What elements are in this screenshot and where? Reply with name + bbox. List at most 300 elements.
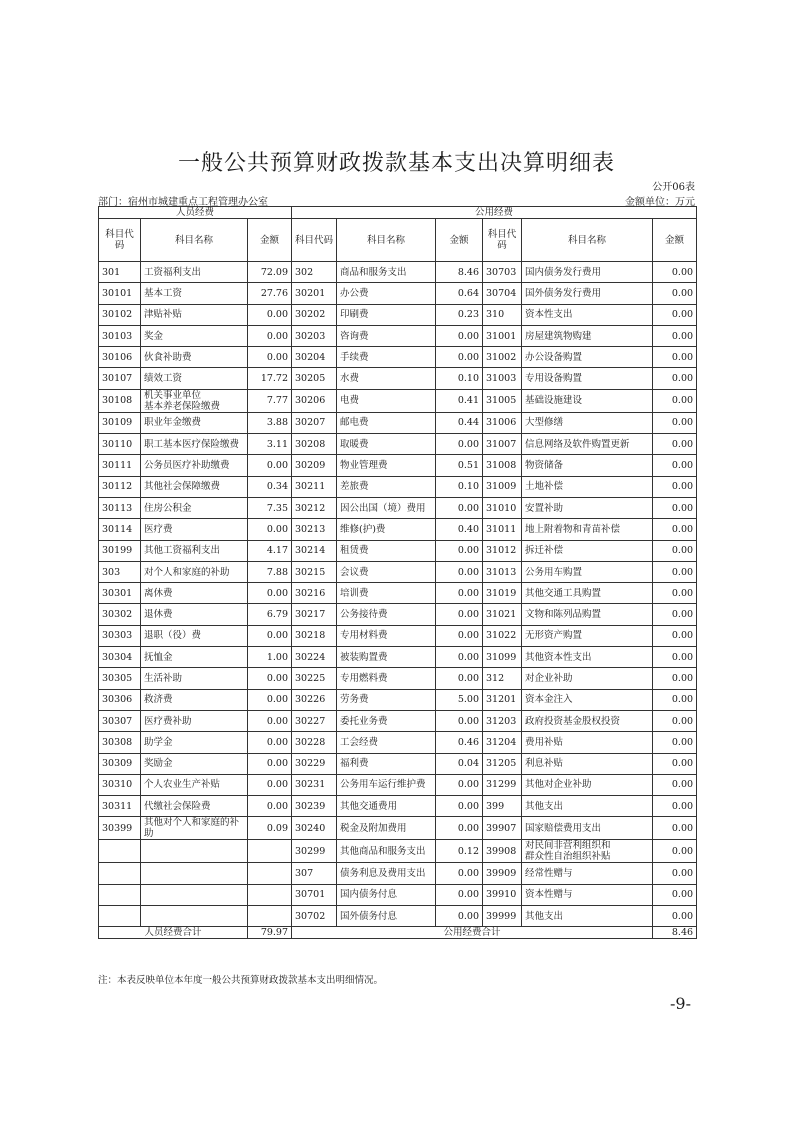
table-cell: 职工基本医疗保险缴费 [141, 434, 248, 455]
table-cell: 301 [99, 262, 141, 283]
table-cell: 0.00 [653, 583, 697, 604]
table-cell: 30113 [99, 497, 141, 518]
table-cell: 0.00 [436, 434, 483, 455]
table-cell: 30306 [99, 689, 141, 710]
table-cell: 0.40 [436, 519, 483, 540]
table-cell: 31012 [483, 540, 522, 561]
table-cell: 31010 [483, 497, 522, 518]
table-cell: 17.72 [248, 368, 292, 389]
table-cell: 3.11 [248, 434, 292, 455]
table-cell: 0.00 [653, 497, 697, 518]
table-cell: 7.35 [248, 497, 292, 518]
table-cell: 安置补助 [522, 497, 653, 518]
page-title: 一般公共预算财政拨款基本支出决算明细表 [177, 151, 615, 176]
table-cell [248, 906, 292, 927]
table-cell: 6.79 [248, 604, 292, 625]
table-cell: 维修(护)费 [337, 519, 436, 540]
table-cell: 31022 [483, 625, 522, 646]
table-cell [248, 863, 292, 884]
table-cell: 31099 [483, 647, 522, 668]
table-cell: 0.00 [436, 710, 483, 731]
table-cell: 对企业补助 [522, 668, 653, 689]
table-cell: 0.00 [653, 710, 697, 731]
table-row [99, 732, 697, 753]
table-cell: 0.23 [436, 304, 483, 325]
table-cell: 0.46 [436, 732, 483, 753]
table-cell: 咨询费 [337, 325, 436, 346]
table-cell: 399 [483, 796, 522, 817]
table-cell: 7.77 [248, 389, 292, 412]
table-cell: 30112 [99, 476, 141, 497]
table-cell: 0.12 [436, 840, 483, 863]
col-header: 科目名称 [522, 219, 653, 262]
page-number: -9- [670, 994, 691, 1013]
table-cell: 其他对企业补助 [522, 774, 653, 795]
table-cell: 27.76 [248, 283, 292, 304]
table-cell: 310 [483, 304, 522, 325]
table-cell: 30704 [483, 283, 522, 304]
table-cell: 31013 [483, 561, 522, 582]
table-cell: 手续费 [337, 347, 436, 368]
table-cell: 生活补助 [141, 668, 248, 689]
table-cell: 30209 [292, 455, 337, 476]
footnote: 注：本表反映单位本年度一般公共预算财政拨款基本支出明细情况。 [98, 975, 384, 986]
table-row [99, 262, 697, 283]
table-cell: 0.00 [653, 732, 697, 753]
group-header-row [99, 207, 697, 219]
table-cell: 30227 [292, 710, 337, 731]
table-cell: 其他社会保障缴费 [141, 476, 248, 497]
table-cell: 30212 [292, 497, 337, 518]
table-cell: 工会经费 [337, 732, 436, 753]
table-cell: 0.00 [436, 325, 483, 346]
table-cell: 绩效工资 [141, 368, 248, 389]
table-cell: 0.00 [653, 455, 697, 476]
table-cell: 0.10 [436, 476, 483, 497]
table-cell: 30110 [99, 434, 141, 455]
table-cell: 其他交通费用 [337, 796, 436, 817]
table-cell: 助学金 [141, 732, 248, 753]
table-cell: 专用材料费 [337, 625, 436, 646]
table-cell: 30224 [292, 647, 337, 668]
table-row [99, 625, 697, 646]
table-cell: 31002 [483, 347, 522, 368]
table-cell: 因公出国（境）费用 [337, 497, 436, 518]
table-cell: 差旅费 [337, 476, 436, 497]
col-header: 金额 [436, 219, 483, 262]
table-cell: 31204 [483, 732, 522, 753]
public-total-label: 公用经费合计 [292, 927, 653, 939]
table-cell: 土地补偿 [522, 476, 653, 497]
table-cell: 公务接待费 [337, 604, 436, 625]
table-cell: 其他资本性支出 [522, 647, 653, 668]
table-row [99, 604, 697, 625]
table-cell: 0.00 [248, 689, 292, 710]
table-cell: 30307 [99, 710, 141, 731]
table-cell: 30240 [292, 817, 337, 840]
table-cell: 0.00 [436, 796, 483, 817]
table-cell: 30107 [99, 368, 141, 389]
table-cell: 职业年金缴费 [141, 412, 248, 433]
table-cell: 资本性赠与 [522, 884, 653, 905]
table-cell: 0.00 [653, 434, 697, 455]
table-cell: 302 [292, 262, 337, 283]
form-number: 公开06表 [652, 182, 695, 193]
table-cell: 邮电费 [337, 412, 436, 433]
table-cell: 0.00 [248, 732, 292, 753]
table-row [99, 561, 697, 582]
table-cell: 印刷费 [337, 304, 436, 325]
table-cell: 30310 [99, 774, 141, 795]
table-cell: 福利费 [337, 753, 436, 774]
table-cell: 0.00 [248, 796, 292, 817]
table-cell: 0.04 [436, 753, 483, 774]
table-cell: 0.00 [653, 863, 697, 884]
table-cell: 30101 [99, 283, 141, 304]
table-cell: 对个人和家庭的补助 [141, 561, 248, 582]
col-header: 科目代码 [292, 219, 337, 262]
table-cell: 0.00 [653, 689, 697, 710]
unit-label: 金额单位：万元 [625, 197, 695, 208]
table-cell: 工资福利支出 [141, 262, 248, 283]
table-cell: 资本性支出 [522, 304, 653, 325]
table-cell: 大型修缮 [522, 412, 653, 433]
table-cell: 0.00 [248, 519, 292, 540]
expenditure-table [98, 206, 697, 939]
table-row [99, 519, 697, 540]
col-header: 科目名称 [337, 219, 436, 262]
table-cell: 30239 [292, 796, 337, 817]
table-cell: 其他支出 [522, 796, 653, 817]
table-cell: 1.00 [248, 647, 292, 668]
table-cell: 39999 [483, 906, 522, 927]
table-cell: 0.00 [248, 455, 292, 476]
table-cell: 0.00 [653, 412, 697, 433]
table-cell: 0.00 [436, 906, 483, 927]
table-cell: 医疗费 [141, 519, 248, 540]
table-row [99, 412, 697, 433]
table-row [99, 774, 697, 795]
table-row [99, 325, 697, 346]
table-cell: 0.00 [436, 497, 483, 518]
table-cell: 30109 [99, 412, 141, 433]
table-cell [141, 863, 248, 884]
table-cell: 0.00 [653, 668, 697, 689]
table-row [99, 455, 697, 476]
table-cell: 8.46 [436, 262, 483, 283]
table-cell: 房屋建筑物购建 [522, 325, 653, 346]
table-cell: 30399 [99, 817, 141, 840]
table-cell: 0.00 [653, 604, 697, 625]
table-cell: 0.00 [436, 668, 483, 689]
table-cell: 30309 [99, 753, 141, 774]
table-cell: 办公费 [337, 283, 436, 304]
table-row [99, 668, 697, 689]
table-cell [141, 840, 248, 863]
table-row [99, 304, 697, 325]
table-cell: 其他交通工具购置 [522, 583, 653, 604]
table-cell: 31009 [483, 476, 522, 497]
table-cell: 奖励金 [141, 753, 248, 774]
table-cell: 30311 [99, 796, 141, 817]
table-cell: 0.00 [436, 863, 483, 884]
col-header: 科目代码 [483, 219, 522, 262]
table-cell: 0.00 [653, 368, 697, 389]
table-row [99, 389, 697, 412]
table-cell [141, 906, 248, 927]
table-cell: 津贴补贴 [141, 304, 248, 325]
table-cell: 30201 [292, 283, 337, 304]
table-cell: 0.00 [653, 796, 697, 817]
table-cell: 其他对个人和家庭的补 助 [141, 817, 248, 840]
table-cell [141, 884, 248, 905]
table-cell: 0.00 [653, 540, 697, 561]
personnel-total-value: 79.97 [248, 927, 292, 939]
table-row [99, 710, 697, 731]
table-cell: 委托业务费 [337, 710, 436, 731]
table-cell [99, 906, 141, 927]
table-cell: 31001 [483, 325, 522, 346]
table-cell: 30225 [292, 668, 337, 689]
table-cell: 退职（役）费 [141, 625, 248, 646]
table-cell: 30114 [99, 519, 141, 540]
table-cell: 30304 [99, 647, 141, 668]
table-cell: 专用设备购置 [522, 368, 653, 389]
table-cell: 30211 [292, 476, 337, 497]
table-cell: 31006 [483, 412, 522, 433]
department-label: 部门：宿州市城建重点工程管理办公室 [98, 197, 268, 208]
table-cell: 利息补贴 [522, 753, 653, 774]
table-cell: 0.00 [653, 647, 697, 668]
table-cell: 30229 [292, 753, 337, 774]
table-cell: 税金及附加费用 [337, 817, 436, 840]
table-cell: 39908 [483, 840, 522, 863]
table-cell: 对民间非营利组织和 群众性自治组织补贴 [522, 840, 653, 863]
table-cell: 0.41 [436, 389, 483, 412]
table-cell: 30226 [292, 689, 337, 710]
table-cell: 取暖费 [337, 434, 436, 455]
table-cell: 机关事业单位 基本养老保险缴费 [141, 389, 248, 412]
table-cell [248, 840, 292, 863]
table-cell: 4.17 [248, 540, 292, 561]
table-cell: 30302 [99, 604, 141, 625]
table-cell: 0.00 [653, 840, 697, 863]
table-cell: 费用补贴 [522, 732, 653, 753]
table-cell: 31005 [483, 389, 522, 412]
table-cell: 公务用车购置 [522, 561, 653, 582]
col-header: 金额 [248, 219, 292, 262]
table-row [99, 906, 697, 927]
table-cell: 31008 [483, 455, 522, 476]
table-cell: 0.00 [436, 625, 483, 646]
table-cell: 拆迁补偿 [522, 540, 653, 561]
table-cell: 31299 [483, 774, 522, 795]
table-cell: 30701 [292, 884, 337, 905]
table-cell: 公务用车运行维护费 [337, 774, 436, 795]
table-cell: 31201 [483, 689, 522, 710]
table-cell: 0.00 [436, 604, 483, 625]
table-row [99, 884, 697, 905]
table-cell: 30203 [292, 325, 337, 346]
table-cell: 经常性赠与 [522, 863, 653, 884]
table-cell: 31003 [483, 368, 522, 389]
table-cell: 30231 [292, 774, 337, 795]
group-public: 公用经费 [292, 207, 697, 219]
table-cell: 0.00 [653, 817, 697, 840]
col-header: 科目名称 [141, 219, 248, 262]
table-cell: 0.00 [436, 540, 483, 561]
table-cell: 0.00 [248, 304, 292, 325]
column-header-row [99, 219, 697, 262]
table-cell: 物业管理费 [337, 455, 436, 476]
table-cell: 30303 [99, 625, 141, 646]
table-row [99, 283, 697, 304]
table-row [99, 368, 697, 389]
table-cell: 0.00 [248, 710, 292, 731]
table-cell: 0.00 [653, 906, 697, 927]
table-cell [99, 863, 141, 884]
table-cell [248, 884, 292, 905]
table-cell: 0.00 [653, 304, 697, 325]
table-cell: 0.00 [436, 561, 483, 582]
table-cell: 国外债务发行费用 [522, 283, 653, 304]
table-cell: 劳务费 [337, 689, 436, 710]
table-cell: 0.00 [653, 347, 697, 368]
table-cell: 0.00 [248, 753, 292, 774]
table-cell: 国家赔偿费用支出 [522, 817, 653, 840]
table-cell: 其他工资福利支出 [141, 540, 248, 561]
table-cell: 资本金注入 [522, 689, 653, 710]
table-cell: 0.10 [436, 368, 483, 389]
table-cell: 国内债务付息 [337, 884, 436, 905]
table-cell: 7.88 [248, 561, 292, 582]
table-cell: 0.00 [653, 283, 697, 304]
table-cell: 30305 [99, 668, 141, 689]
table-cell: 30308 [99, 732, 141, 753]
table-cell: 被装购置费 [337, 647, 436, 668]
table-row [99, 476, 697, 497]
table-cell: 0.00 [436, 817, 483, 840]
table-cell: 无形资产购置 [522, 625, 653, 646]
table-cell: 39909 [483, 863, 522, 884]
table-cell: 30206 [292, 389, 337, 412]
table-cell: 0.00 [436, 347, 483, 368]
table-cell: 基本工资 [141, 283, 248, 304]
table-cell: 住房公积金 [141, 497, 248, 518]
table-cell: 0.00 [653, 389, 697, 412]
table-cell: 30214 [292, 540, 337, 561]
table-cell: 30213 [292, 519, 337, 540]
table-cell: 5.00 [436, 689, 483, 710]
table-cell: 基础设施建设 [522, 389, 653, 412]
table-cell: 39907 [483, 817, 522, 840]
table-cell: 离休费 [141, 583, 248, 604]
table-cell: 39910 [483, 884, 522, 905]
table-cell: 0.00 [436, 583, 483, 604]
table-cell: 救济费 [141, 689, 248, 710]
table-cell: 30199 [99, 540, 141, 561]
table-cell: 水费 [337, 368, 436, 389]
table-cell: 会议费 [337, 561, 436, 582]
table-cell: 0.00 [653, 325, 697, 346]
table-cell: 31019 [483, 583, 522, 604]
table-cell: 30301 [99, 583, 141, 604]
table-cell: 31011 [483, 519, 522, 540]
table-cell: 0.00 [436, 884, 483, 905]
table-cell: 0.00 [653, 774, 697, 795]
table-cell: 30111 [99, 455, 141, 476]
table-cell: 0.00 [653, 884, 697, 905]
table-cell: 信息网络及软件购置更新 [522, 434, 653, 455]
col-header: 金额 [653, 219, 697, 262]
group-personnel: 人员经费 [99, 207, 292, 219]
public-total-value: 8.46 [653, 927, 697, 939]
table-cell: 办公设备购置 [522, 347, 653, 368]
table-cell: 0.00 [248, 347, 292, 368]
table-cell: 0.00 [653, 561, 697, 582]
table-cell: 30202 [292, 304, 337, 325]
table-cell: 0.00 [653, 476, 697, 497]
table-cell: 30106 [99, 347, 141, 368]
table-cell: 物资储备 [522, 455, 653, 476]
table-row [99, 434, 697, 455]
table-cell: 30204 [292, 347, 337, 368]
table-row [99, 753, 697, 774]
table-cell: 培训费 [337, 583, 436, 604]
table-cell: 医疗费补助 [141, 710, 248, 731]
table-row [99, 817, 697, 840]
table-cell: 抚恤金 [141, 647, 248, 668]
table-cell: 0.00 [248, 774, 292, 795]
table-cell: 0.09 [248, 817, 292, 840]
table-cell: 307 [292, 863, 337, 884]
table-row [99, 583, 697, 604]
table-cell: 30208 [292, 434, 337, 455]
table-cell [99, 884, 141, 905]
table-cell: 0.34 [248, 476, 292, 497]
table-cell: 0.44 [436, 412, 483, 433]
table-cell: 30207 [292, 412, 337, 433]
table-cell: 公务员医疗补助缴费 [141, 455, 248, 476]
table-cell: 30108 [99, 389, 141, 412]
totals-row [99, 927, 697, 939]
table-cell: 31205 [483, 753, 522, 774]
table-cell: 0.00 [248, 583, 292, 604]
table-row [99, 689, 697, 710]
table-cell: 30217 [292, 604, 337, 625]
table-cell: 专用燃料费 [337, 668, 436, 689]
table-cell: 其他支出 [522, 906, 653, 927]
table-cell: 0.00 [436, 647, 483, 668]
table-cell: 债务利息及费用支出 [337, 863, 436, 884]
table-cell: 代缴社会保险费 [141, 796, 248, 817]
table-cell: 0.00 [653, 519, 697, 540]
table-cell: 30103 [99, 325, 141, 346]
table-cell: 租赁费 [337, 540, 436, 561]
table-cell: 30215 [292, 561, 337, 582]
table-cell: 退休费 [141, 604, 248, 625]
table-cell: 其他商品和服务支出 [337, 840, 436, 863]
table-cell: 30218 [292, 625, 337, 646]
table-cell: 30205 [292, 368, 337, 389]
table-cell: 30703 [483, 262, 522, 283]
table-row [99, 497, 697, 518]
table-row [99, 863, 697, 884]
table-cell: 31021 [483, 604, 522, 625]
table-cell: 0.00 [653, 625, 697, 646]
table-cell: 30299 [292, 840, 337, 863]
table-cell: 0.00 [248, 325, 292, 346]
